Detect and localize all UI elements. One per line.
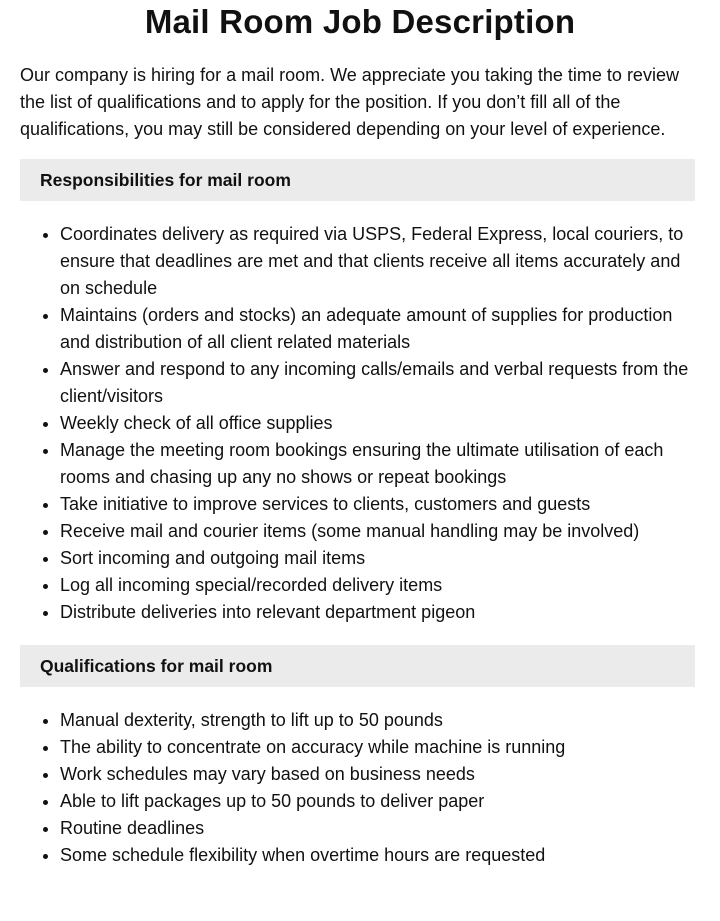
- list-item: • Answer and respond to any incoming calls/emails and verbal requests from the client/visitors: [60, 356, 695, 410]
- list-item: • Take initiative to improve services to clients, customers and guests: [60, 491, 695, 518]
- list-item: • Distribute deliveries into relevant department pigeon: [60, 599, 695, 626]
- qualifications-list: [20, 707, 695, 869]
- list-item: • Sort incoming and outgoing mail items: [60, 545, 695, 572]
- list-item: • Receive mail and courier items (some manual handling may be involved): [60, 518, 695, 545]
- qualifications-heading: Qualifications for mail room: [20, 645, 695, 687]
- list-item: • Able to lift packages up to 50 pounds to deliver paper: [60, 788, 695, 815]
- intro-paragraph: Our company is hiring for a mail room. We appreciate you taking the time to review the list of qualifications and to apply for the position. If you don’t fill all of the qualifications, you may still be considered depending on your level of experience.: [20, 65, 679, 139]
- list-item: • Some schedule flexibility when overtime hours are requested: [60, 842, 695, 869]
- list-item: • Manage the meeting room bookings ensuring the ultimate utilisation of each rooms and chasing up any no shows or repeat bookings: [60, 437, 695, 491]
- list-item: • Routine deadlines: [60, 815, 695, 842]
- list-item: • The ability to concentrate on accuracy while machine is running: [60, 734, 695, 761]
- page-title: Mail Room Job Description: [144, 3, 576, 40]
- responsibilities-heading: Responsibilities for mail room: [20, 159, 695, 201]
- list-item: • Coordinates delivery as required via USPS, Federal Express, local couriers, to ensure that deadlines are met and that clients receive all items accurately and on schedule: [60, 221, 695, 302]
- list-item: • Manual dexterity, strength to lift up to 50 pounds: [60, 707, 695, 734]
- responsibilities-list: [20, 221, 695, 626]
- list-item: • Weekly check of all office supplies: [60, 410, 695, 437]
- list-item: • Work schedules may vary based on business needs: [60, 761, 695, 788]
- list-item: • Maintains (orders and stocks) an adequate amount of supplies for production and distribution of all client related materials: [60, 302, 695, 356]
- list-item: • Log all incoming special/recorded delivery items: [60, 572, 695, 599]
